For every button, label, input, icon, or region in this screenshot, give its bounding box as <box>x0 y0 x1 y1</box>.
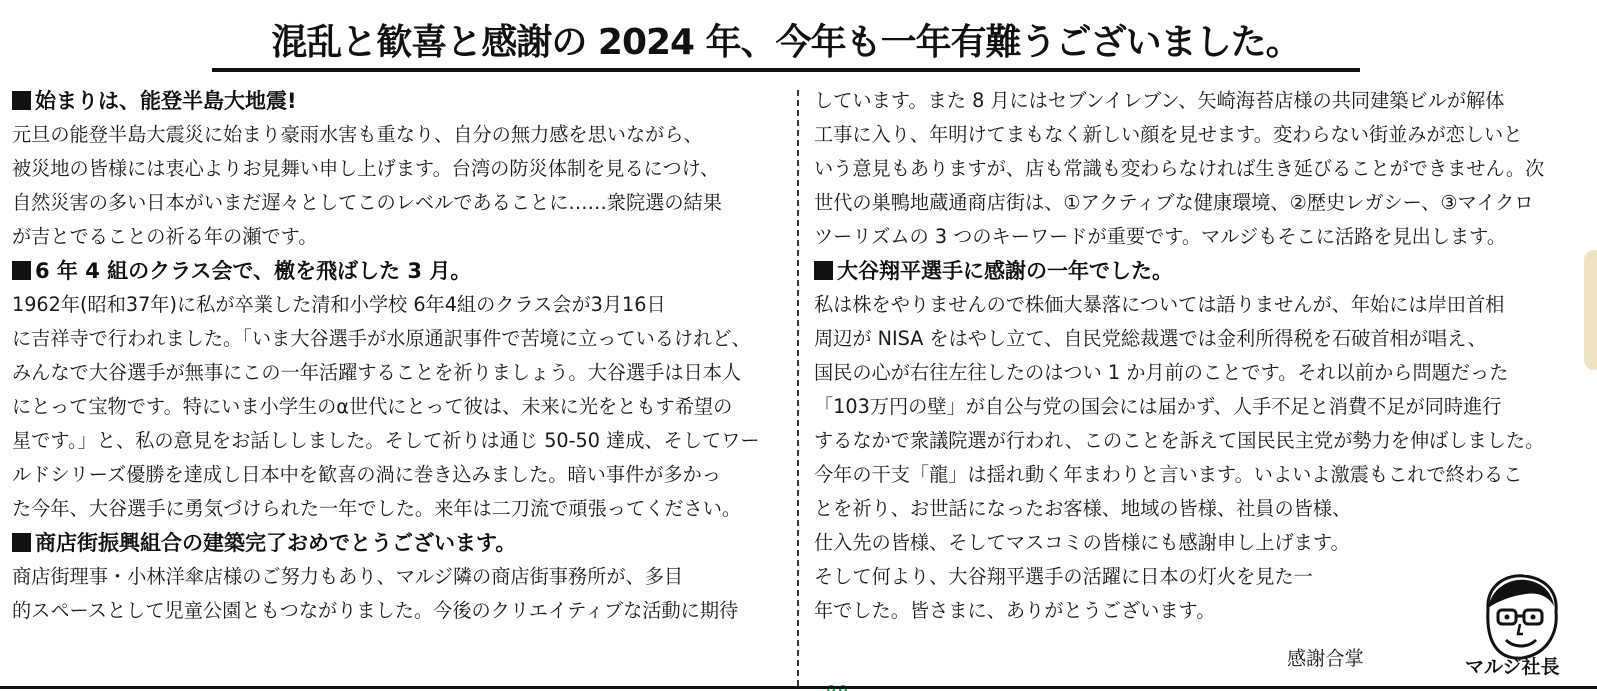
section-heading <box>12 84 784 118</box>
body-text-line: た今年、大谷選手に勇気づけられた一年でした。来年は二刀流で頑張ってください。 <box>12 497 742 520</box>
body-text-line: 星です。」と、私の意見をお話ししました。そして祈りは通じ 50-50 達成、そしてワー <box>12 429 760 452</box>
body-text-line: とを祈り、お世話になったお客様、地域の皆様、社員の皆様、 <box>814 497 1352 520</box>
square-bullet-icon <box>12 533 31 552</box>
headline-underline <box>212 68 1360 72</box>
body-text-line: するなかで衆議院選が行われ、このことを訴えて国民民主党が勢力を伸ばしました。 <box>814 429 1545 452</box>
body-text-line: そして何より、大谷翔平選手の活躍に日本の灯火を見た一 <box>814 565 1313 588</box>
body-text-line: 「103万円の壁」が自公与党の国会には届かず、人手不足と消費不足が同時進行 <box>814 395 1502 418</box>
body-text-line: 年でした。皆さまに、ありがとうございます。 <box>814 599 1216 622</box>
edge-decoration <box>1584 250 1597 370</box>
body-text-line: 世代の巣鴨地蔵通商店街は、①アクティブな健康環境、②歴史レガシー、③マイクロ <box>814 191 1534 214</box>
body-text-line: 仕入先の皆様、そしてマスコミの皆様にも感謝申し上げます。 <box>814 531 1350 554</box>
body-text-line: に吉祥寺で行われました。「いま大谷選手が水原通訳事件で苦境に立っているけれど、 <box>12 327 751 350</box>
square-bullet-icon <box>814 261 833 280</box>
body-text-line: いう意見もありますが、店も常識も変わらなければ生き延びることができません。次 <box>814 157 1545 180</box>
body-text-line: 的スペースとして児童公園ともつながりました。今後のクリエイティブな活動に期待 <box>12 599 739 622</box>
bottom-rule <box>0 686 1597 689</box>
body-text-line: にとって宝物です。特にいま小学生のα世代にとって彼は、未来に光をともす希望の <box>12 395 733 418</box>
section-heading-text: 大谷翔平選手に感謝の一年でした。 <box>837 259 1173 283</box>
section-heading-text: 始まりは、能登半島大地震! <box>35 89 297 113</box>
body-text-line: 商店街理事・小林洋傘店様のご努力もあり、マルジ隣の商店街事務所が、多目 <box>12 565 684 588</box>
section-heading <box>12 254 784 288</box>
portrait-caption: マルジ社長 <box>1465 656 1560 678</box>
section-heading <box>12 526 784 560</box>
body-text-line: しています。また 8 月にはセブンイレブン、矢崎海苔店様の共同建築ビルが解体 <box>814 89 1505 112</box>
body-text-line: が吉とでることの祈る年の瀬です。 <box>12 225 318 248</box>
sign-off: 感謝合掌 <box>1287 647 1364 670</box>
body-text-line: 自然災害の多い日本がいまだ遅々としてこのレベルであることに……衆院選の結果 <box>12 191 722 214</box>
square-bullet-icon <box>12 261 31 280</box>
body-text-line: 私は株をやりませんので株価大暴落については語りませんが、年始には岸田首相 <box>814 293 1505 316</box>
body-text-line: みんなで大谷選手が無事にこの一年活躍することを祈りましょう。大谷選手は日本人 <box>12 361 742 384</box>
body-text-line: 元旦の能登半島大震災に始まり豪雨水害も重なり、自分の無力感を思いながら、 <box>12 123 703 146</box>
body-text-line: 1962年(昭和37年)に私が卒業した清和小学校 6年4組のクラス会が3月16日 <box>12 293 666 316</box>
body-text-line: 周辺が NISA をはやし立て、自民党総裁選では金利所得税を石破首相が唱え、 <box>814 327 1487 350</box>
president-caricature-icon <box>1468 570 1572 662</box>
page-headline: 混乱と歓喜と感謝の 2024 年、今年も一年有難うございました。 <box>271 22 1301 63</box>
body-text-line: ツーリズムの 3 つのキーワードが重要です。マルジもそこに活路を見出します。 <box>814 225 1507 248</box>
section-heading <box>814 254 1594 288</box>
body-text-line: ルドシリーズ優勝を達成し日本中を歓喜の渦に巻き込みました。暗い事件が多かっ <box>12 463 721 486</box>
square-bullet-icon <box>12 91 31 110</box>
column-divider <box>797 90 799 686</box>
right-column <box>814 84 1594 628</box>
left-column <box>12 84 784 628</box>
body-text-line: 国民の心が右往左往したのはつい 1 か月前のことです。それ以前から問題だった <box>814 361 1509 384</box>
body-text-line: 今年の干支「龍」は揺れ動く年まわりと言います。いよいよ激震もこれで終わるこ <box>814 463 1523 486</box>
body-text-line: 被災地の皆様には衷心よりお見舞い申し上げます。台湾の防災体制を見るにつけ、 <box>12 157 720 180</box>
section-heading-text: 商店街振興組合の建築完了おめでとうございます。 <box>35 531 517 555</box>
body-text-line: 工事に入り、年明けてまもなく新しい顔を見せます。変わらない街並みが恋しいと <box>814 123 1523 146</box>
section-heading-text: 6 年 4 組のクラス会で、檄を飛ばした 3 月。 <box>35 259 472 283</box>
